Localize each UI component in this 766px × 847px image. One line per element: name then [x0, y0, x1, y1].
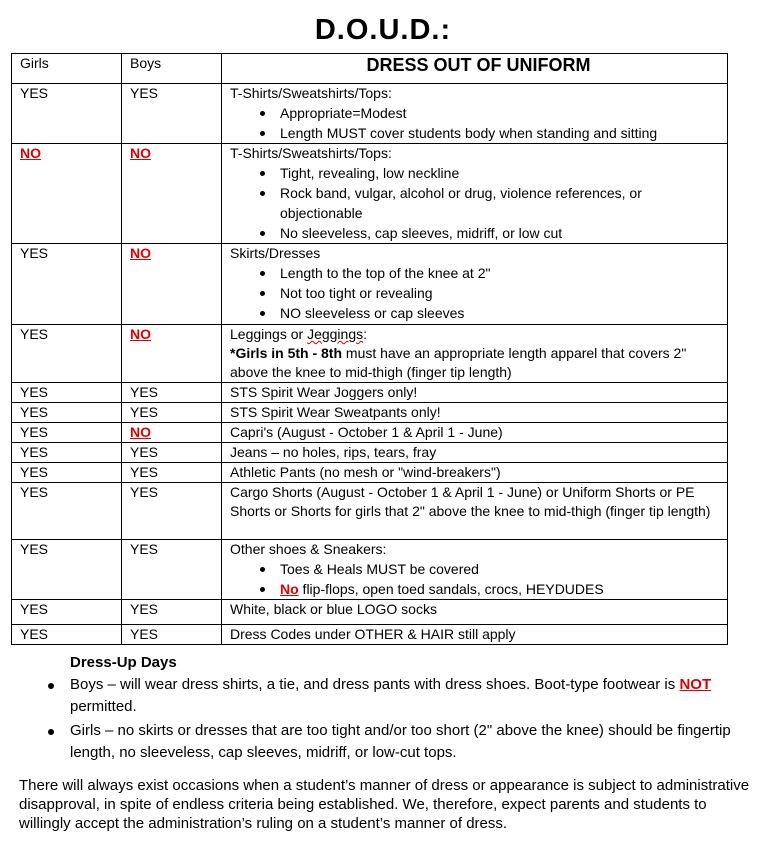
header-boys: Boys — [122, 54, 222, 84]
list-item: Toes & Heals MUST be covered — [280, 559, 727, 579]
boys-cell — [122, 325, 222, 383]
rule-list — [230, 163, 727, 243]
table-row — [12, 483, 728, 540]
table-row — [12, 600, 728, 625]
list-item: Length MUST cover students body when standing and sitting — [280, 123, 727, 143]
not-label: NOT — [679, 676, 712, 693]
table-row — [12, 325, 728, 383]
rule-heading: T-Shirts/Sweatshirts/Tops: — [230, 85, 392, 101]
header-section: DRESS OUT OF UNIFORM — [222, 54, 728, 84]
list-item: Tight, revealing, low neckline — [280, 163, 727, 183]
girls-cell: YES — [12, 84, 122, 144]
no-label: NO — [130, 145, 151, 161]
girls-cell: YES — [12, 463, 122, 483]
list-item: Not too tight or revealing — [280, 283, 727, 303]
table-row — [12, 244, 728, 325]
list-item: No flip-flops, open toed sandals, crocs, HEYDUDES — [280, 579, 727, 599]
no-label: NO — [20, 145, 41, 161]
table-row — [12, 84, 728, 144]
girls-cell: YES — [12, 383, 122, 403]
no-label: No — [280, 581, 299, 597]
boys-cell: YES — [122, 443, 222, 463]
spellcheck-word: Jeggings — [307, 326, 364, 342]
rule-cell: Athletic Pants (no mesh or "wind-breakers") — [222, 463, 728, 483]
rule-cell — [222, 244, 728, 325]
table-row — [12, 383, 728, 403]
girls-cell: YES — [12, 540, 122, 600]
boys-cell — [122, 423, 222, 443]
dress-up-list — [46, 674, 756, 764]
girls-cell: YES — [12, 483, 122, 540]
girls-cell: YES — [12, 244, 122, 325]
boys-cell: YES — [122, 540, 222, 600]
boys-cell: YES — [122, 84, 222, 144]
boys-cell: YES — [122, 383, 222, 403]
girls-cell: YES — [12, 600, 122, 625]
rule-cell — [222, 325, 728, 383]
rule-cell — [222, 144, 728, 244]
rule-list — [230, 559, 727, 599]
no-label: NO — [130, 245, 151, 261]
rule-cell: White, black or blue LOGO socks — [222, 600, 728, 625]
table-row — [12, 625, 728, 645]
girls-cell: YES — [12, 423, 122, 443]
page-title: D.O.U.D.: — [314, 14, 452, 46]
rule-list — [230, 103, 727, 143]
list-item: Boys – will wear dress shirts, a tie, and dress pants with dress shoes. Boot-type footwear is NOT permitted. — [70, 674, 756, 718]
list-item: NO sleeveless or cap sleeves — [280, 303, 727, 323]
girls-cell: YES — [12, 325, 122, 383]
rule-heading: Skirts/Dresses — [230, 245, 321, 261]
table-header-row — [12, 54, 728, 84]
list-item: Girls – no skirts or dresses that are too tight and/or too short (2" above the knee) should be fingertip length, no sleeveless, cap sleeves, midriff, or low-cut tops. — [70, 720, 756, 764]
rule-heading: T-Shirts/Sweatshirts/Tops: — [230, 145, 392, 161]
rule-heading: Other shoes & Sneakers: — [230, 541, 387, 557]
no-label: NO — [130, 326, 151, 342]
table-row — [12, 423, 728, 443]
table-row — [12, 540, 728, 600]
boys-cell: YES — [122, 463, 222, 483]
rule-cell — [222, 540, 728, 600]
list-item: Rock band, vulgar, alcohol or drug, violence references, or objectionable — [280, 183, 727, 223]
no-label: NO — [130, 424, 151, 440]
dress-up-section — [46, 652, 756, 766]
boys-cell: YES — [122, 403, 222, 423]
rule-cell: STS Spirit Wear Sweatpants only! — [222, 403, 728, 423]
boys-cell: YES — [122, 600, 222, 625]
table-row — [12, 443, 728, 463]
rule-list — [230, 263, 727, 323]
rule-heading: Leggings or Jeggings: — [230, 326, 367, 342]
boys-cell — [122, 244, 222, 325]
table-row — [12, 463, 728, 483]
girls-cell: YES — [12, 403, 122, 423]
boys-cell — [122, 144, 222, 244]
rule-note: *Girls in 5th - 8th must have an appropriate length apparel that covers 2" above the knee to mid-thigh (finger tip length) — [230, 345, 687, 380]
table-row — [12, 144, 728, 244]
rule-cell — [222, 84, 728, 144]
girls-cell — [12, 144, 122, 244]
list-item: No sleeveless, cap sleeves, midriff, or low cut — [280, 223, 727, 243]
rule-cell: Jeans – no holes, rips, tears, fray — [222, 443, 728, 463]
rule-cell: Capri's (August - October 1 & April 1 - June) — [222, 423, 728, 443]
boys-cell: YES — [122, 625, 222, 645]
dress-up-heading: Dress-Up Days — [70, 654, 177, 671]
header-girls: Girls — [12, 54, 122, 84]
rule-cell: Cargo Shorts (August - October 1 & April 1 - June) or Uniform Shorts or PE Shorts or Shorts for girls that 2" above the knee to mid-thigh (finger tip length) — [222, 483, 728, 540]
dress-code-table — [11, 53, 728, 645]
girls-cell: YES — [12, 625, 122, 645]
girls-cell: YES — [12, 443, 122, 463]
boys-cell: YES — [122, 483, 222, 540]
list-item: Appropriate=Modest — [280, 103, 727, 123]
closing-paragraph: There will always exist occasions when a student’s manner of dress or appearance is subject to administrative disapproval, in spite of endless criteria being established. We, therefore, expect parents and students to willingly accept the administration’s ruling on a student’s manner of dress. — [19, 777, 750, 832]
rule-cell: STS Spirit Wear Joggers only! — [222, 383, 728, 403]
table-row — [12, 403, 728, 423]
rule-cell: Dress Codes under OTHER & HAIR still apply — [222, 625, 728, 645]
list-item: Length to the top of the knee at 2" — [280, 263, 727, 283]
